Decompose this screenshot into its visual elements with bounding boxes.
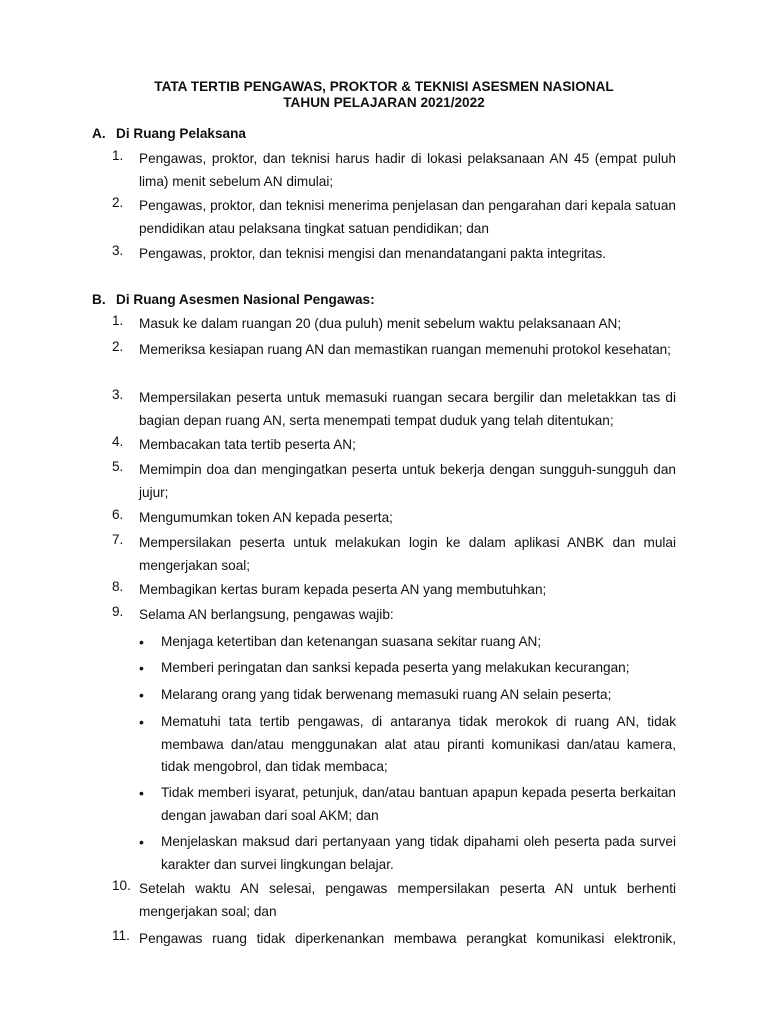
list-item xyxy=(112,579,676,602)
item-text: Setelah waktu AN selesai, pengawas mempersilakan peserta AN untuk berhenti mengerjakan soal; dan xyxy=(139,881,676,919)
item-number: 1. xyxy=(112,148,124,163)
list-item xyxy=(112,387,676,432)
item-text: Memimpin doa dan mengingatkan peserta untuk bekerja dengan sungguh-sungguh dan jujur; xyxy=(139,462,676,500)
item-text: Pengawas ruang tidak diperkenankan membawa perangkat komunikasi elektronik, xyxy=(139,931,676,946)
item-text: Memeriksa kesiapan ruang AN dan memastikan ruangan memenuhi protokol kesehatan; xyxy=(139,342,671,357)
title-line-1: TATA TERTIB PENGAWAS, PROKTOR & TEKNISI ASESMEN NASIONAL xyxy=(154,79,614,94)
item-text: Pengawas, proktor, dan teknisi mengisi dan menandatangani pakta integritas. xyxy=(139,246,607,261)
item-number: 6. xyxy=(112,507,124,522)
bullet-text: Melarang orang yang tidak berwenang memasuki ruang AN selain peserta; xyxy=(161,687,612,702)
list-item xyxy=(112,507,676,530)
item-number: 11. xyxy=(112,928,130,943)
item-number: 10. xyxy=(112,878,131,893)
item-number: 9. xyxy=(112,604,124,619)
list-item xyxy=(112,339,676,362)
item-text: Membacakan tata tertib peserta AN; xyxy=(139,437,356,452)
section-title: Di Ruang Pelaksana xyxy=(116,126,246,141)
item-number: 2. xyxy=(112,339,124,354)
bullet-icon: • xyxy=(139,714,144,730)
bullet-item xyxy=(136,711,676,779)
document-title xyxy=(0,79,768,111)
bullet-item xyxy=(136,657,676,680)
list-item xyxy=(112,878,676,923)
item-text: Membagikan kertas buram kepada peserta AN yang membutuhkan; xyxy=(139,582,547,597)
item-text: Mempersilakan peserta untuk memasuki ruangan secara bergilir dan meletakkan tas di bagian depan ruang AN, serta menempati tempat duduk yang telah ditentukan; xyxy=(139,390,676,428)
list-item xyxy=(112,434,676,457)
section-letter: A. xyxy=(92,126,106,141)
bullet-item xyxy=(136,684,676,707)
item-text: Selama AN berlangsung, pengawas wajib: xyxy=(139,607,394,622)
bullet-text: Mematuhi tata tertib pengawas, di antaranya tidak merokok di ruang AN, tidak membawa dan/atau menggunakan alat atau piranti komunikasi dan/atau kamera, tidak mengobrol, dan tidak membaca; xyxy=(161,714,676,774)
bullet-item xyxy=(136,782,676,827)
item-number: 2. xyxy=(112,195,124,210)
bullet-item xyxy=(136,631,676,654)
list-item xyxy=(112,195,676,240)
title-line-2: TAHUN PELAJARAN 2021/2022 xyxy=(283,95,485,110)
bullet-icon: • xyxy=(139,785,144,801)
list-item xyxy=(112,459,676,504)
bullet-text: Tidak memberi isyarat, petunjuk, dan/atau bantuan apapun kepada peserta berkaitan dengan jawaban dari soal AKM; dan xyxy=(161,785,676,823)
item-number: 3. xyxy=(112,387,124,402)
bullet-text: Memberi peringatan dan sanksi kepada peserta yang melakukan kecurangan; xyxy=(161,660,630,675)
item-text: Masuk ke dalam ruangan 20 (dua puluh) menit sebelum waktu pelaksanaan AN; xyxy=(139,316,622,331)
bullet-text: Menjelaskan maksud dari pertanyaan yang tidak dipahami oleh peserta pada survei karakter dan survei lingkungan belajar. xyxy=(161,834,676,872)
list-item xyxy=(112,243,676,266)
item-number: 7. xyxy=(112,532,124,547)
item-text: Pengawas, proktor, dan teknisi menerima penjelasan dan pengarahan dari kepala satuan pendidikan atau pelaksana tingkat satuan pendidikan; dan xyxy=(139,198,676,236)
bullet-icon: • xyxy=(139,660,144,676)
bullet-icon: • xyxy=(139,634,144,650)
item-number: 4. xyxy=(112,434,124,449)
item-number: 5. xyxy=(112,459,124,474)
item-number: 3. xyxy=(112,243,124,258)
bullet-icon: • xyxy=(139,687,144,703)
list-item xyxy=(112,148,676,193)
item-number: 1. xyxy=(112,313,124,328)
section-title: Di Ruang Asesmen Nasional Pengawas: xyxy=(116,292,375,307)
item-number: 8. xyxy=(112,579,124,594)
section-letter: B. xyxy=(92,292,106,307)
list-item xyxy=(112,313,676,336)
item-text: Pengawas, proktor, dan teknisi harus hadir di lokasi pelaksanaan AN 45 (empat puluh lima) menit sebelum AN dimulai; xyxy=(139,151,676,189)
list-item xyxy=(112,532,676,577)
bullet-icon: • xyxy=(139,834,144,850)
bullet-item xyxy=(136,831,676,876)
item-text: Mempersilakan peserta untuk melakukan login ke dalam aplikasi ANBK dan mulai mengerjakan soal; xyxy=(139,535,676,573)
bullet-text: Menjaga ketertiban dan ketenangan suasana sekitar ruang AN; xyxy=(161,634,542,649)
item-text: Mengumumkan token AN kepada peserta; xyxy=(139,510,393,525)
list-item xyxy=(112,928,676,951)
list-item xyxy=(112,604,676,627)
